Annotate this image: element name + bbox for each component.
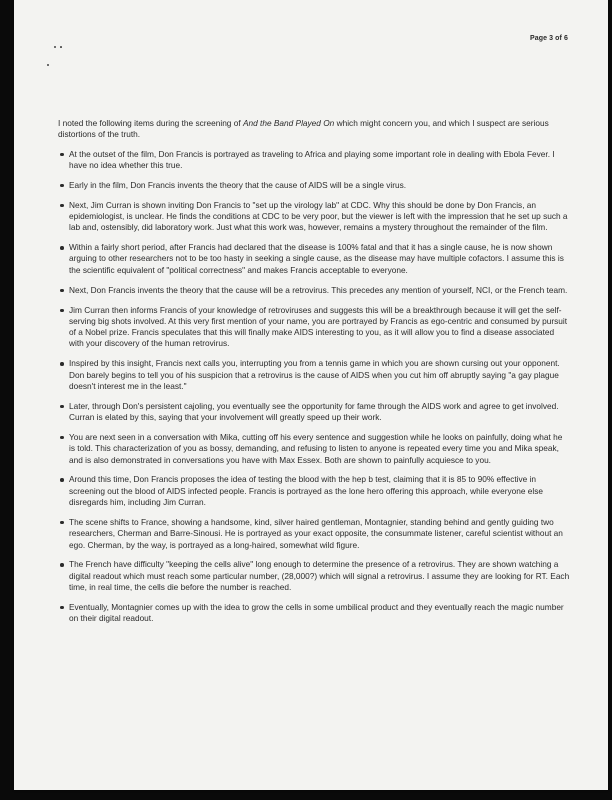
intro-paragraph <box>58 118 570 141</box>
document-page <box>14 0 608 790</box>
list-item: At the outset of the film, Don Francis is portrayed as traveling to Africa and playing some important role in dealing with Ebola Fever. I have no idea whether this true. <box>58 149 570 172</box>
list-item: The French have difficulty "keeping the cells alive" long enough to determine the presence of a retrovirus. They are shown watching a digital readout which must reach some particular number, (28,000?) which will signal a retrovirus. I assume they are looking for RT. Each time, in real time, the cells die before the number is reached. <box>58 559 570 593</box>
letter-body <box>58 118 570 633</box>
film-title: And the Band Played On <box>242 118 335 128</box>
list-item: Eventually, Montagnier comes up with the idea to grow the cells in some umbilical product and they eventually reach the magic number on their digital readout. <box>58 602 570 625</box>
list-item: Next, Don Francis invents the theory that the cause will be a retrovirus. This precedes any mention of yourself, NCI, or the French team. <box>58 285 570 296</box>
paper-speck <box>54 46 56 48</box>
list-item: Within a fairly short period, after Francis had declared that the disease is 100% fatal and that it has a single cause, he is now shown arguing to other researchers not to be too hasty in seeking a single cause, as the disease may have multiple cofactors. I assume this is the scientific equivalent of "political correctness" and makes Francis acceptable to everyone. <box>58 242 570 276</box>
bullet-list <box>58 149 570 625</box>
intro-text-before: I noted the following items during the screening of <box>58 118 243 128</box>
list-item: Early in the film, Don Francis invents the theory that the cause of AIDS will be a single virus. <box>58 180 570 191</box>
list-item: Jim Curran then informs Francis of your knowledge of retroviruses and suggests this will be a breakthrough because it will get the self-serving big shots involved. At this very first mention of your name, you are portrayed by Francis as ego-centric and consumed by pursuit of a Nobel prize. Francis speculates that this will finally make AIDS interesting to you, as it will allow you to find a disease associated with your discovery of the human retrovirus. <box>58 305 570 350</box>
list-item: Inspired by this insight, Francis next calls you, interrupting you from a tennis game in which you are shown cursing out your opponent. Don barely begins to tell you of his suspicion that a retrovirus is the cause of AIDS when you cut him off abruptly saying "a gay plague doesn't interest me in the least." <box>58 358 570 392</box>
list-item: Next, Jim Curran is shown inviting Don Francis to "set up the virology lab" at CDC. Why this should be done by Don Francis, an epidemiologist, is unclear. He finds the conditions at CDC to be very poor, but the viewer is left with the impression that he set up such a lab and, ostensibly, did laboratory work. Just what this work was, however, remains a mystery throughout the remainder of the film. <box>58 200 570 234</box>
page-number: Page 3 of 6 <box>529 35 568 42</box>
list-item: The scene shifts to France, showing a handsome, kind, silver haired gentleman, Montagnier, standing behind and gently guiding two researchers, Cherman and Barre-Sinousi. He is portrayed as your exact opposite, the consummate listener, careful scientist without an ego. Cherman, by the way, is portrayed as a long-haired, somewhat wild figure. <box>58 517 570 551</box>
list-item: Later, through Don's persistent cajoling, you eventually see the opportunity for fame through the AIDS work and agree to get involved. Curran is elated by this, saying that your involvement will greatly speed up their work. <box>58 401 570 424</box>
intro-text-after: which might concern you, and which I suspect are serious distortions of the truth. <box>58 118 549 140</box>
paper-speck <box>60 46 62 48</box>
list-item: You are next seen in a conversation with Mika, cutting off his every sentence and suggestion while he looks on painfully, doing what he is told. This characterization of you as bossy, demanding, and refusing to listen to anyone is repeated every time you and Mika speak, and is also demonstrated in conversations you have with Max Essex. Both are shown to painfully acquiesce to you. <box>58 432 570 466</box>
list-item: Around this time, Don Francis proposes the idea of testing the blood with the hep b test, claiming that it is 85 to 90% effective in screening out the blood of AIDS infected people. Francis is portrayed as the lone hero offering this approach, while everyone else disregards him, including Jim Curran. <box>58 474 570 508</box>
paper-speck <box>47 64 49 66</box>
